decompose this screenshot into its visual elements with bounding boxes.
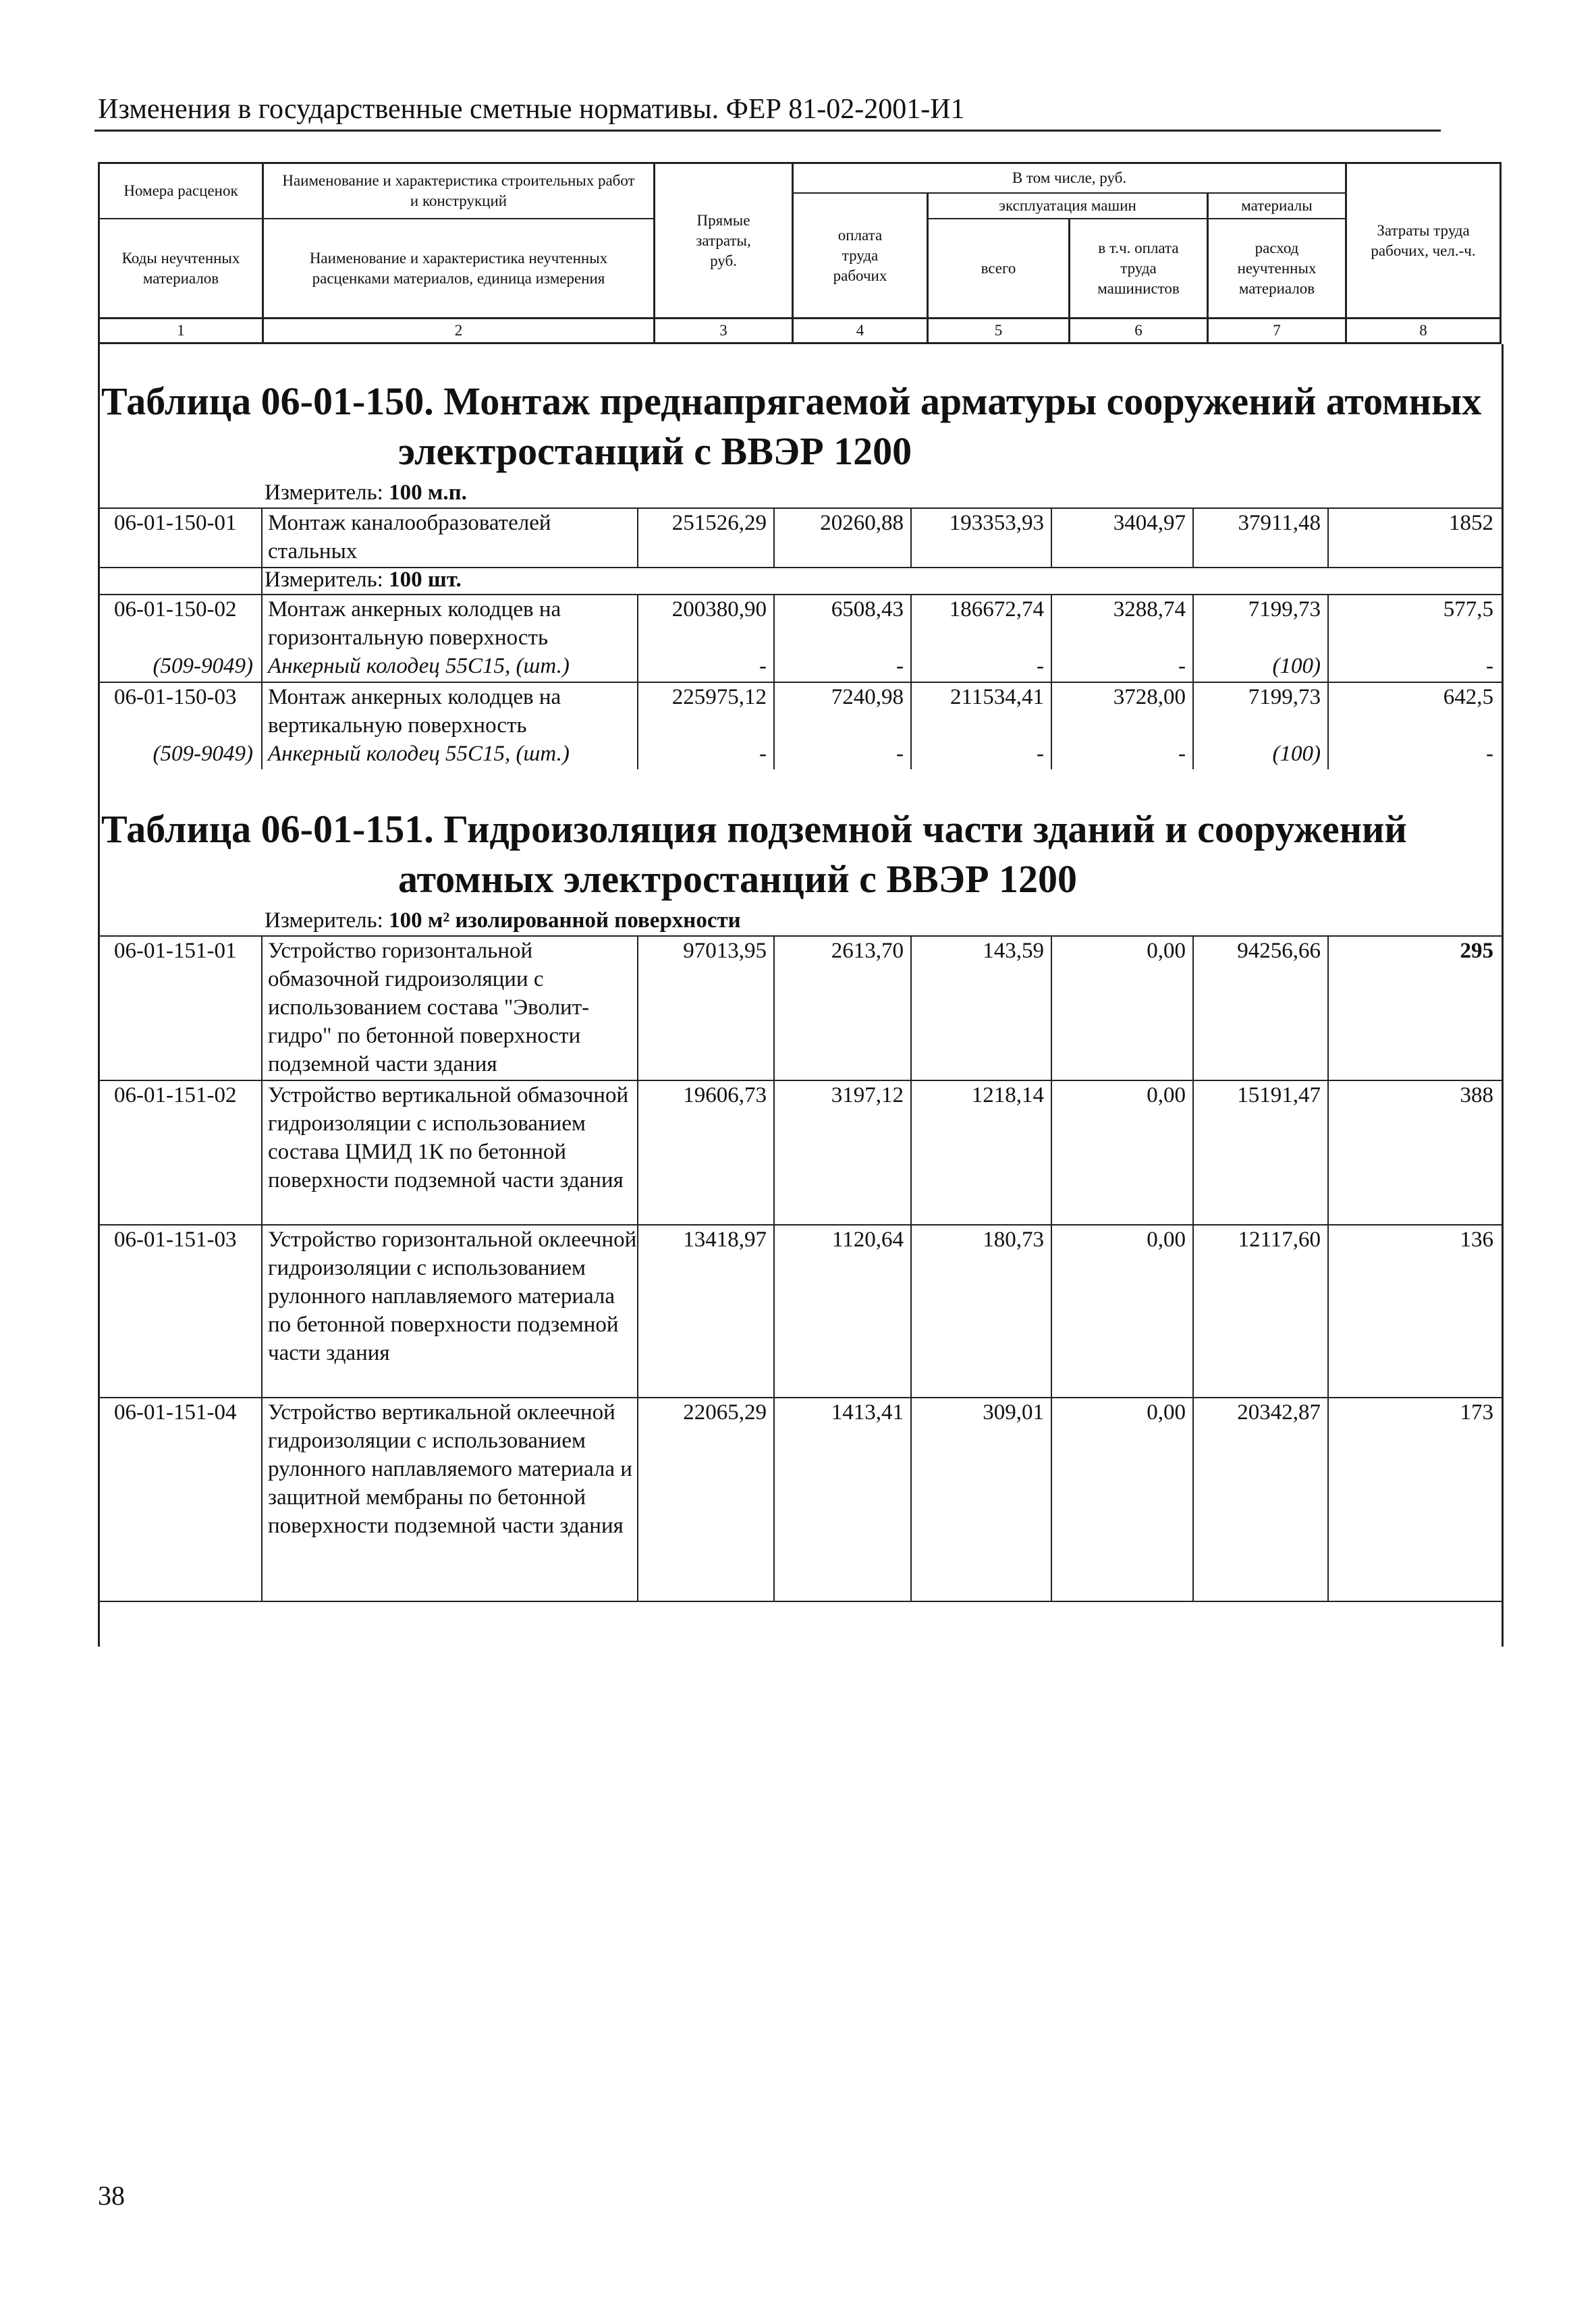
row-worker-pay: 7240,98 — [831, 685, 904, 709]
col-number: 6 — [1134, 322, 1143, 339]
table-150-measure-1 — [265, 480, 467, 505]
table-151-title — [101, 804, 1498, 904]
row-worker-pay: 2613,70 — [831, 939, 904, 963]
row-code: 06-01-150-02 — [114, 597, 237, 622]
row-name: Устройство вертикальной обмазочной гидроизоляции с использованием состава ЦМИД 1К по бетонной поверхности подземной части здания — [268, 1083, 629, 1192]
material-machines-total: - — [1037, 742, 1044, 766]
header-direct-costs: Прямые затраты, руб. — [696, 211, 751, 269]
material-labor-costs: - — [1486, 742, 1493, 766]
row-direct-costs: 251526,29 — [671, 511, 767, 535]
header-name-bottom: Наименование и характеристика неучтенных расценками материалов, единица измерения — [309, 249, 608, 287]
row-labor-costs: 173 — [1460, 1400, 1493, 1425]
header-codes-top: Номера расценок — [123, 182, 238, 199]
row-code: 06-01-151-02 — [114, 1083, 237, 1107]
row-worker-pay: 3197,12 — [831, 1083, 904, 1107]
row-materials: 12117,60 — [1238, 1228, 1321, 1252]
row-name: Монтаж анкерных колодцев на горизонтальную поверхность — [268, 597, 561, 650]
row-operator-pay: 0,00 — [1147, 1400, 1186, 1425]
row-name: Монтаж каналообразователей стальных — [268, 511, 551, 563]
row-name: Устройство вертикальной оклеечной гидроизоляции с использованием рулонного наплавляемого материала и защитной мембраны по бетонной поверхности подземной части здания — [268, 1400, 632, 1538]
header-materials: материалы — [1241, 197, 1313, 214]
row-materials: 7199,73 — [1248, 685, 1321, 709]
row-direct-costs: 22065,29 — [683, 1400, 767, 1425]
row-machines-total: 309,01 — [983, 1400, 1044, 1425]
material-machines-total: - — [1037, 654, 1044, 678]
material-name: Анкерный колодец 55С15, (шт.) — [268, 742, 570, 766]
row-labor-costs: 136 — [1460, 1228, 1493, 1252]
measure-value: 100 шт. — [389, 568, 462, 592]
header-in-total: В том числе, руб. — [1012, 169, 1127, 186]
col-number: 3 — [719, 322, 727, 339]
measure-label: Измеритель: — [265, 908, 383, 933]
row-code: 06-01-151-04 — [114, 1400, 237, 1425]
measure-label: Измеритель: — [265, 568, 383, 592]
row-name: Устройство горизонтальной оклеечной гидроизоляции с использованием рулонного наплавляемого материала по бетонной поверхности подземной части здания — [268, 1228, 637, 1365]
row-materials: 7199,73 — [1248, 597, 1321, 622]
row-code: 06-01-151-01 — [114, 939, 237, 963]
material-operator-pay: - — [1178, 742, 1186, 766]
row-worker-pay: 6508,43 — [831, 597, 904, 622]
row-labor-costs: 295 — [1460, 939, 1493, 963]
col-number: 8 — [1419, 322, 1427, 339]
material-direct-costs: - — [759, 654, 767, 678]
frame-right-border — [1502, 344, 1504, 1647]
row-direct-costs: 19606,73 — [683, 1083, 767, 1107]
header-unaccounted-materials: расход неучтенных материалов — [1237, 239, 1317, 297]
row-operator-pay: 3728,00 — [1113, 685, 1186, 709]
page-number: 38 — [98, 2180, 125, 2211]
material-worker-pay: - — [896, 654, 904, 678]
header-labor-costs: Затраты труда рабочих, чел.-ч. — [1371, 221, 1476, 259]
column-header — [98, 162, 1502, 344]
row-operator-pay: 0,00 — [1147, 939, 1186, 963]
header-codes-bottom: Коды неучтенных материалов — [121, 249, 240, 287]
row-operator-pay: 0,00 — [1147, 1083, 1186, 1107]
row-name: Монтаж анкерных колодцев на вертикальную поверхность — [268, 685, 561, 738]
row-direct-costs: 225975,12 — [671, 685, 767, 709]
table-150-title-text: Таблица 06-01-150. Монтаж преднапрягаемой арматуры сооружений атомных электростанций с ВВЭР 1200 — [101, 379, 1482, 473]
row-operator-pay: 3288,74 — [1113, 597, 1186, 622]
row-code: 06-01-150-01 — [114, 511, 237, 535]
measure-value: 100 м² изолированной поверхности — [389, 908, 741, 933]
col-number: 4 — [856, 322, 864, 339]
row-code: 06-01-150-03 — [114, 685, 237, 709]
row-materials: 20342,87 — [1237, 1400, 1321, 1425]
header-operator-pay: в т.ч. оплата труда машинистов — [1097, 239, 1180, 297]
header-rule — [94, 130, 1441, 132]
row-direct-costs: 200380,90 — [671, 597, 767, 622]
header-machines: эксплуатация машин — [999, 197, 1136, 214]
row-machines-total: 1218,14 — [971, 1083, 1044, 1107]
row-operator-pay: 3404,97 — [1113, 511, 1186, 535]
material-code: (509-9049) — [153, 742, 253, 766]
row-operator-pay: 0,00 — [1147, 1228, 1186, 1252]
table-151-measure — [265, 908, 741, 933]
table-150-measure-2 — [265, 568, 462, 593]
col-number: 7 — [1273, 322, 1281, 339]
page-header: Изменения в государственные сметные нормативы. ФЕР 81-02-2001-И1 — [98, 94, 965, 125]
row-name: Устройство горизонтальной обмазочной гидроизоляции с использованием состава "Эволит-гидро" по бетонной поверхности подземной части здания — [268, 939, 590, 1076]
material-worker-pay: - — [896, 742, 904, 766]
row-labor-costs: 577,5 — [1443, 597, 1493, 622]
material-direct-costs: - — [759, 742, 767, 766]
header-name-top: Наименование и характеристика строительных работ и конструкций — [282, 172, 635, 209]
material-code: (509-9049) — [153, 654, 253, 678]
col-number: 5 — [994, 322, 1003, 339]
row-machines-total: 186672,74 — [949, 597, 1044, 622]
row-machines-total: 193353,93 — [949, 511, 1044, 535]
measure-value: 100 м.п. — [389, 480, 467, 505]
row-code: 06-01-151-03 — [114, 1228, 237, 1252]
row-materials: 37911,48 — [1238, 511, 1321, 535]
measure-label: Измеритель: — [265, 480, 383, 505]
row-machines-total: 143,59 — [983, 939, 1044, 963]
material-consumption: (100) — [1272, 654, 1321, 678]
row-machines-total: 180,73 — [983, 1228, 1044, 1252]
material-consumption: (100) — [1272, 742, 1321, 766]
row-machines-total: 211534,41 — [950, 685, 1044, 709]
header-machines-total: всего — [981, 259, 1016, 277]
col-number: 2 — [454, 322, 463, 339]
table-150-title — [101, 377, 1498, 476]
col-number: 1 — [177, 322, 185, 339]
row-direct-costs: 13418,97 — [683, 1228, 767, 1252]
material-operator-pay: - — [1178, 654, 1186, 678]
table-151-title-text: Таблица 06-01-151. Гидроизоляция подземной части зданий и сооружений атомных электростанций с ВВЭР 1200 — [101, 807, 1407, 901]
row-materials: 94256,66 — [1237, 939, 1321, 963]
row-worker-pay: 1120,64 — [831, 1228, 904, 1252]
row-worker-pay: 20260,88 — [820, 511, 904, 535]
row-direct-costs: 97013,95 — [683, 939, 767, 963]
header-worker-pay: оплата труда рабочих — [833, 226, 887, 284]
row-labor-costs: 388 — [1460, 1083, 1493, 1107]
row-labor-costs: 642,5 — [1443, 685, 1493, 709]
row-materials: 15191,47 — [1237, 1083, 1321, 1107]
row-labor-costs: 1852 — [1449, 511, 1493, 535]
row-worker-pay: 1413,41 — [831, 1400, 904, 1425]
material-labor-costs: - — [1486, 654, 1493, 678]
material-name: Анкерный колодец 55С15, (шт.) — [268, 654, 570, 678]
